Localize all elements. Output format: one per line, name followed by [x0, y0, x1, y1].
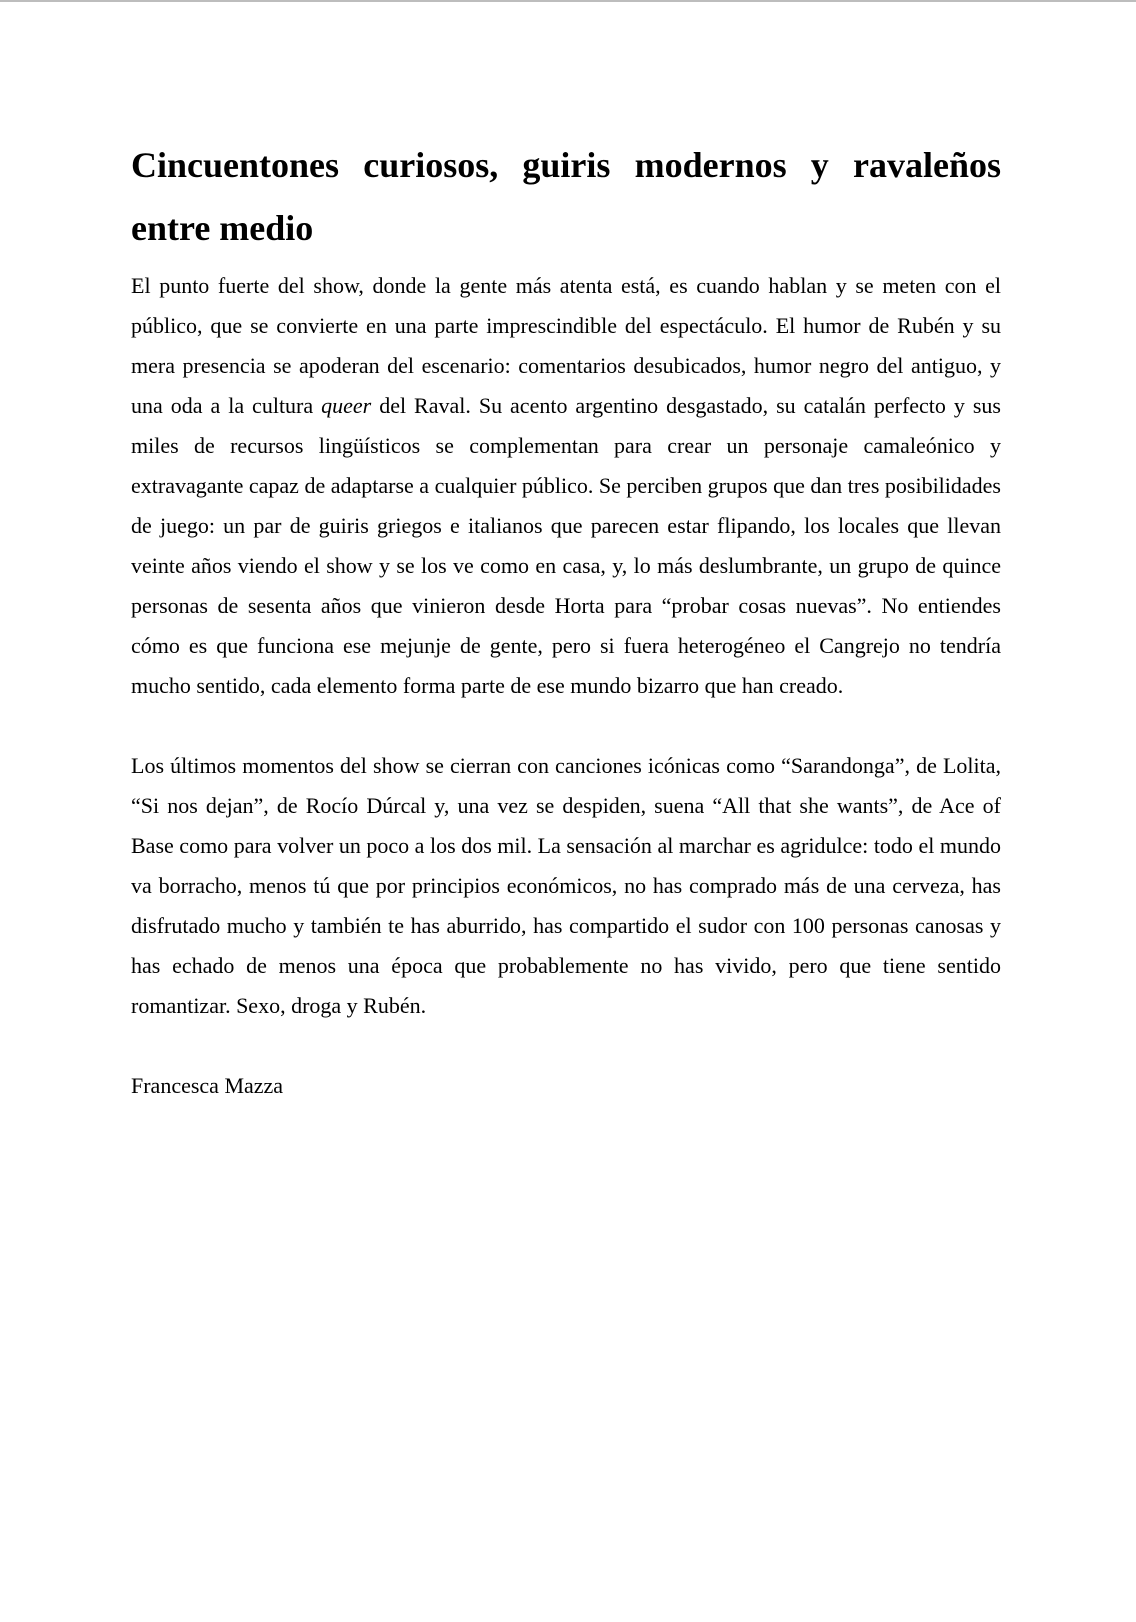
top-border-line [0, 0, 1136, 2]
author-signature: Francesca Mazza [131, 1073, 284, 1098]
paragraph-1-text-b: del Raval. Su acento argentino desgastado, su catalán perfecto y sus miles de recursos lingüísticos se complementan para crear un personaje camaleónico y extravagante capaz de adaptarse a cualquier público. Se perciben grupos que dan tres posibilidades de juego: un par de guiris griegos e italianos que parecen estar flipando, los locales que llevan veinte años viendo el show y se los ve como en casa, y, lo más deslumbrante, un grupo de quince personas de sesenta años que vinieron desde Horta para “probar cosas nuevas”. No entiendes cómo es que funciona ese mejunje de gente, pero si fuera heterogéneo el Cangrejo no tendría mucho sentido, cada elemento forma parte de ese mundo bizarro que han creado. [131, 393, 1001, 698]
paragraph-1-text-a: El punto fuerte del show, donde la gente más atenta está, es cuando hablan y se meten con el público, que se convierte en una parte imprescindible del espectáculo. El humor de Rubén y su mera presencia se apoderan del escenario: comentarios desubicados, humor negro del antiguo, y una oda a la cultura [131, 273, 1001, 418]
document-page [131, 134, 1001, 1106]
article-heading: Cincuentones curiosos, guiris modernos y ravaleños entre medio [131, 145, 1001, 248]
italic-term-queer: queer [321, 393, 372, 418]
body-paragraph-1 [131, 266, 1001, 706]
body-paragraph-2: Los últimos momentos del show se cierran con canciones icónicas como “Sarandonga”, de Lolita, “Si nos dejan”, de Rocío Dúrcal y, una vez se despiden, suena “All that she wants”, de Ace of Base como para volver un poco a los dos mil. La sensación al marchar es agridulce: todo el mundo va borracho, menos tú que por principios económicos, no has comprado más de una cerveza, has disfrutado mucho y también te has aburrido, has compartido el sudor con 100 personas canosas y has echado de menos una época que probablemente no has vivido, pero que tiene sentido romantizar. Sexo, droga y Rubén. [131, 753, 1001, 1018]
